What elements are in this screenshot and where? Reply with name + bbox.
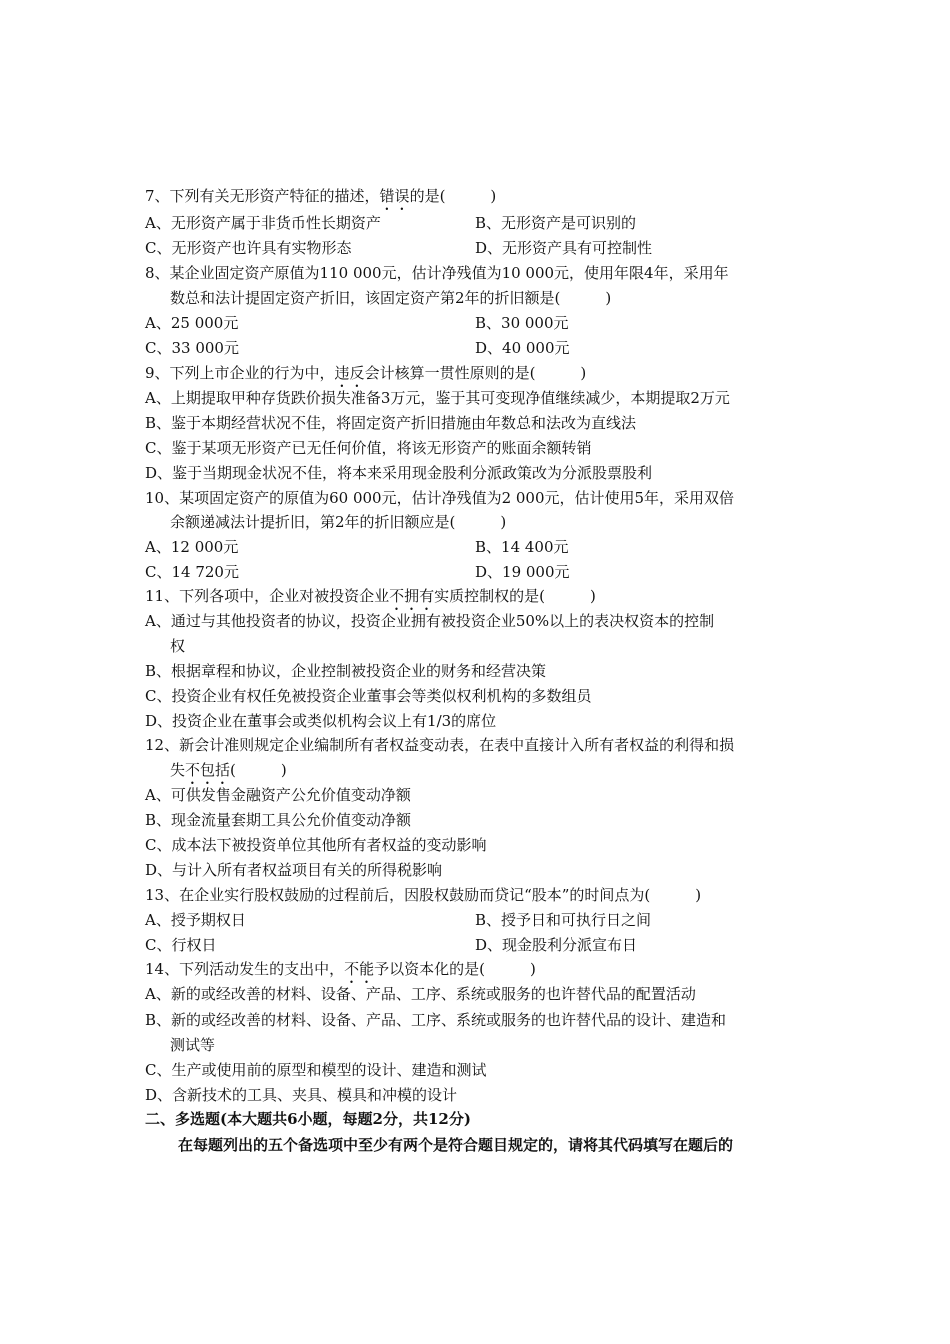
option-b: B、鉴于本期经营状况不佳，将固定资产折旧措施由年数总和法改为直线法 bbox=[145, 414, 637, 432]
question-8-stem-cont: 数总和法计提固定资产折旧，该固定资产第2年的折旧额是( ) bbox=[170, 289, 612, 307]
option-a: A、25 000元 bbox=[145, 314, 239, 332]
emphasis-text: 不拥有 bbox=[389, 587, 435, 605]
option-d: D、鉴于当期现金状况不佳，将本来采用现金股利分派政策改为分派股票股利 bbox=[145, 464, 653, 482]
option-a: A、通过与其他投资者的协议，投资企业拥有被投资企业50%以上的表决权资本的控制 bbox=[145, 612, 715, 630]
option-c: C、行权日 bbox=[145, 936, 217, 954]
emphasis-text: 不能 bbox=[344, 960, 375, 978]
option-d: D、现金股利分派宣布日 bbox=[475, 936, 638, 954]
option-c: C、33 000元 bbox=[145, 339, 239, 357]
emphasis-text: 错误 bbox=[379, 187, 410, 205]
question-8-stem: 8、某企业固定资产原值为110 000元，估计净残值为10 000元，使用年限4年，采用年 bbox=[145, 264, 729, 282]
section-instruction: 在每题列出的五个备选项中至少有两个是符合题目规定的，请将其代码填写在题后的 bbox=[178, 1136, 734, 1154]
option-a: A、12 000元 bbox=[145, 538, 239, 556]
option-d: D、40 000元 bbox=[475, 339, 570, 357]
option-c: C、14 720元 bbox=[145, 563, 239, 581]
option-a: A、授予期权日 bbox=[145, 911, 246, 929]
option-d: D、无形资产具有可控制性 bbox=[475, 239, 653, 257]
option-b-cont: 测试等 bbox=[170, 1036, 216, 1054]
option-d: D、投资企业在董事会或类似机构会议上有1/3的席位 bbox=[145, 712, 497, 730]
option-a-cont: 权 bbox=[170, 637, 186, 655]
option-a: A、新的或经改善的材料、设备、产品、工序、系统或服务的也许替代品的配置活动 bbox=[145, 985, 696, 1003]
option-c: C、生产或使用前的原型和模型的设计、建造和测试 bbox=[145, 1061, 487, 1079]
option-b: B、无形资产是可识别的 bbox=[475, 214, 637, 232]
option-a: A、上期提取甲种存货跌价损失准备3万元，鉴于其可变现净值继续减少，本期提取2万元 bbox=[145, 389, 730, 407]
emphasis-text: 违反 bbox=[334, 364, 365, 382]
section-heading: 二、多选题(本大题共6小题，每题2分，共12分) bbox=[145, 1110, 471, 1128]
question-13-stem: 13、在企业实行股权鼓励的过程前后，因股权鼓励而贷记“股本”的时间点为( ) bbox=[145, 886, 702, 904]
option-c: C、投资企业有权任免被投资企业董事会等类似权利机构的多数组员 bbox=[145, 687, 592, 705]
question-11-stem: 11、下列各项中，企业对被投资企业不拥有实质控制权的是( ) bbox=[145, 587, 596, 605]
option-d: D、含新技术的工具、夹具、模具和冲模的设计 bbox=[145, 1086, 458, 1104]
question-7-stem: 7、下列有关无形资产特征的描述，错误的是( ) bbox=[145, 187, 497, 205]
option-b: B、授予日和可执行日之间 bbox=[475, 911, 652, 929]
option-c: C、无形资产也许具有实物形态 bbox=[145, 239, 352, 257]
question-10-stem: 10、某项固定资产的原值为60 000元，估计净残值为2 000元，估计使用5年，采用双倍 bbox=[145, 489, 735, 507]
question-14-stem: 14、下列活动发生的支出中，不能予以资本化的是( ) bbox=[145, 960, 536, 978]
option-b: B、新的或经改善的材料、设备、产品、工序、系统或服务的也许替代品的设计、建造和 bbox=[145, 1011, 727, 1029]
option-b: B、14 400元 bbox=[475, 538, 569, 556]
question-12-stem-cont: 失不包括( ) bbox=[170, 761, 287, 779]
option-d: D、19 000元 bbox=[475, 563, 570, 581]
option-c: C、成本法下被投资单位其他所有者权益的变动影响 bbox=[145, 836, 487, 854]
option-a: A、可供发售金融资产公允价值变动净额 bbox=[145, 786, 411, 804]
emphasis-text: 不包括 bbox=[185, 761, 231, 779]
question-9-stem: 9、下列上市企业的行为中，违反会计核算一贯性原则的是( ) bbox=[145, 364, 587, 382]
option-b: B、现金流量套期工具公允价值变动净额 bbox=[145, 811, 412, 829]
option-a: A、无形资产属于非货币性长期资产 bbox=[145, 214, 381, 232]
option-b: B、30 000元 bbox=[475, 314, 569, 332]
option-c: C、鉴于某项无形资产已无任何价值，将该无形资产的账面余额转销 bbox=[145, 439, 592, 457]
question-10-stem-cont: 余额递减法计提折旧，第2年的折旧额应是( ) bbox=[170, 513, 507, 531]
option-d: D、与计入所有者权益项目有关的所得税影响 bbox=[145, 861, 443, 879]
option-b: B、根据章程和协议，企业控制被投资企业的财务和经营决策 bbox=[145, 662, 547, 680]
question-12-stem: 12、新会计准则规定企业编制所有者权益变动表，在表中直接计入所有者权益的利得和损 bbox=[145, 736, 735, 754]
